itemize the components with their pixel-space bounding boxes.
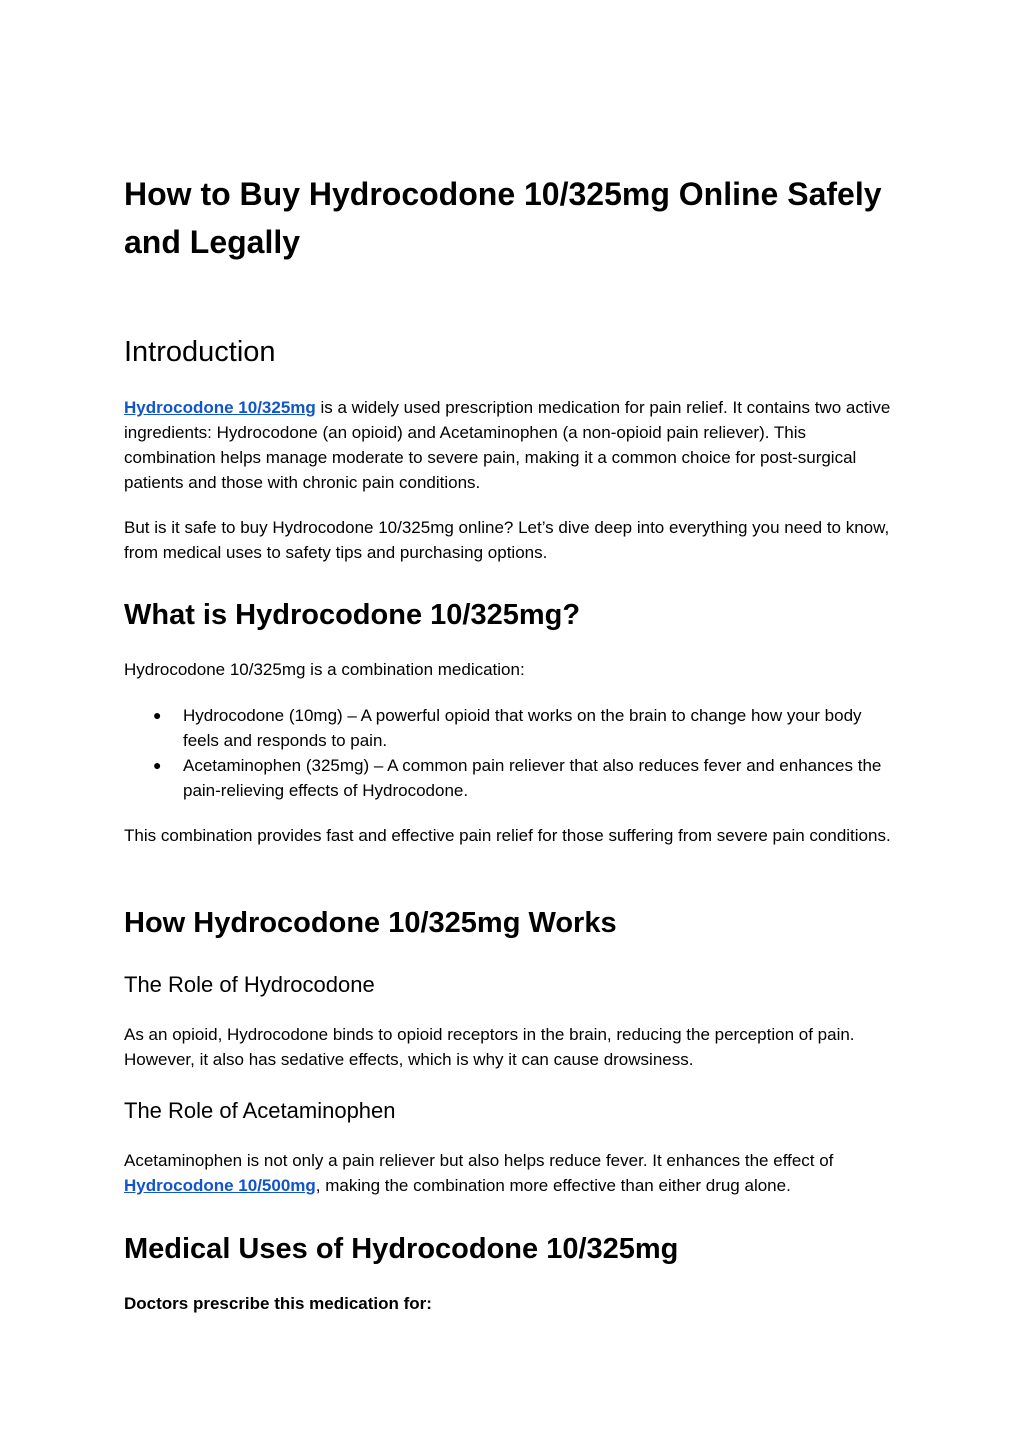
role-of-hydrocodone-subheading: The Role of Hydrocodone	[124, 972, 375, 997]
role-of-acetaminophen-paragraph	[124, 1148, 900, 1198]
intro-paragraph-1	[124, 395, 900, 495]
medical-uses-heading: Medical Uses of Hydrocodone 10/325mg	[124, 1233, 679, 1265]
page-title: How to Buy Hydrocodone 10/325mg Online Safely and Legally	[124, 176, 882, 260]
intro-paragraph-2: But is it safe to buy Hydrocodone 10/325mg online? Let’s dive deep into everything you need to know, from medical uses to safety tips and purchasing options.	[124, 518, 890, 562]
list-item-text: Acetaminophen (325mg) – A common pain reliever that also reduces fever and enhances the pain-relieving effects of Hydrocodone.	[183, 756, 882, 800]
role-of-acetaminophen-subheading: The Role of Acetaminophen	[124, 1098, 396, 1123]
medical-uses-intro: Doctors prescribe this medication for:	[124, 1294, 432, 1313]
what-is-heading: What is Hydrocodone 10/325mg?	[124, 599, 581, 631]
bullet-icon: ●	[153, 707, 162, 723]
what-is-paragraph-1: Hydrocodone 10/325mg is a combination medication:	[124, 660, 525, 679]
how-works-heading: How Hydrocodone 10/325mg Works	[124, 907, 617, 939]
bullet-icon: ●	[153, 757, 162, 773]
paragraph-text-start: Acetaminophen is not only a pain reliever but also helps reduce fever. It enhances the effect of	[124, 1151, 834, 1170]
introduction-heading: Introduction	[124, 336, 276, 368]
hydrocodone-10-500-link[interactable]: Hydrocodone 10/500mg	[124, 1176, 316, 1195]
list-item	[121, 753, 897, 803]
role-of-hydrocodone-paragraph: As an opioid, Hydrocodone binds to opioid receptors in the brain, reducing the perception of pain. However, it also has sedative effects, which is why it can cause drowsiness.	[124, 1025, 855, 1069]
list-item-text: Hydrocodone (10mg) – A powerful opioid that works on the brain to change how your body feels and responds to pain.	[183, 706, 862, 750]
ingredient-list	[121, 703, 897, 803]
paragraph-text-end: , making the combination more effective than either drug alone.	[315, 1176, 791, 1195]
intro-paragraph-1-text: is a widely used prescription medication for pain relief. It contains two active ingredients: Hydrocodone (an opioid) and Acetaminophen (a non-opioid pain reliever). This combination helps manage moderate to severe pain, making it a common choice for post-surgical patients and those with chronic pain conditions.	[124, 398, 891, 492]
list-item	[121, 703, 897, 753]
what-is-paragraph-2: This combination provides fast and effective pain relief for those suffering from severe pain conditions.	[124, 826, 891, 845]
hydrocodone-10-325-link[interactable]: Hydrocodone 10/325mg	[124, 398, 316, 417]
